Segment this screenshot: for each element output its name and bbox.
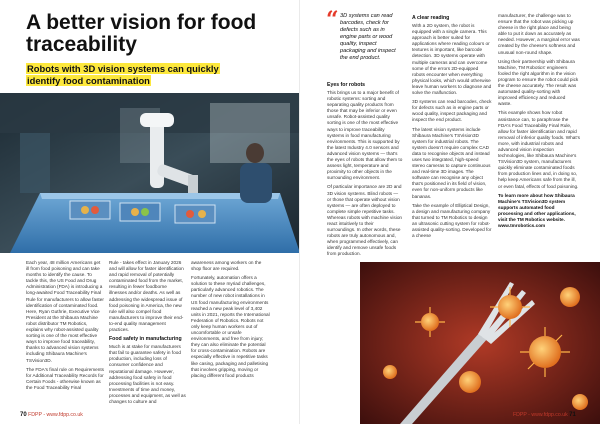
- right-column-1: [327, 80, 403, 261]
- paragraph: awareness among workers on the shop floor are required.: [191, 260, 262, 272]
- paragraph: With a 2D system, the robot is equipped with a single camera. This approach is better suited for applications where reading colours or textures is important, like barcode detection. 3D systems operate with multiple cameras and can overcome some of the errors 2D-equipped robots encounter when everything physical looks, which would otherwise leave human workers to diagnose and solve the malfunction.: [412, 23, 492, 96]
- paragraph: Each year, 48 million Americans get ill from food poisoning and can take months to identify the cause. To tackle this, the US Food and Drug Administration (FDA) is introducing a long-awaited Food Traceability Final Rule for manufacturers to allow faster identification of contaminated food. Here, Ryan Guthrie, Executive Vice President at the Shibaura Machine robot distributor TM Robotics, explains why robot-assisted quality sorting is one of the most effective ways to improve food traceability, thanks to advanced vision systems including Shibaura Machine's TSVision3D.: [26, 260, 104, 363]
- paragraph: Take the example of Elliptical Design, a design and manufacturing company that turned to TM Robotics to design an ultrasonic cutting system for robot-assisted quality-sorting. Developed for a cheese: [412, 202, 492, 239]
- paragraph: Much is at stake for manufacturers that fail to guarantee safety in food production, including loss of consumer confidence and reputational damage. However, addressing food safety in food processing facilities is not easy. Investments of time and money, processes and equipment, as well as changes to culture and: [109, 344, 186, 404]
- section-heading: Food safety in manufacturing: [109, 336, 182, 343]
- left-column-1: [26, 260, 104, 394]
- paragraph: This example shows how robot assistance can, to paraphrase the FDA's Food Traceability Final Rule, allow for faster identification and rapid removal of inferior quality foods. What's more, with industrial robots and advanced vision inspection technologies, like Shibaura Machine's TSVision3D system, manufacturers quickly eliminate contaminated foods from production lines and, in doing so, help keep Americans safe from the ill, or even fatal, effects of food poisoning.: [498, 110, 580, 189]
- bacteria-fork-photo: [360, 262, 600, 424]
- bacteria-illustration: [360, 262, 600, 424]
- quote-mark-icon: “: [326, 7, 339, 33]
- left-column-3: [191, 260, 271, 382]
- paragraph: The FDA's final rule on Requirements for Additional Traceability Records for Certain Foods - otherwise known as the Food Traceability Final: [26, 366, 105, 390]
- left-column-2: [109, 260, 186, 408]
- page-number: 71: [569, 412, 576, 418]
- paragraph: The latest vision systems include Shibaura Machine's TSVision3D system for industrial robots. The system doesn't require complex CAD data to recognise objects and instead uses two integrated, high-speed stereo cameras to capture continuous and real-time 3D images. The software can recognise any object that's positioned in its field of vision, even for non-uniform products like bananas.: [412, 126, 491, 199]
- paragraph: Using their partnership with Shibaura Machine, TM Robotics' engineers fooled the right algorithm in the vision program to ensure the robot could pick the cheese accurately. The result was automated quality-sorting with improved efficiency and reduced waste.: [498, 58, 579, 107]
- paragraph: Fortunately, automation offers a solution to these myriad challenges, particularly advanced robotics. The number of new robot installations in US food manufacturing environments reached a new peak level of 3,402 units in 2021, reports the International Federation of Robotics. Robots not only keep human workers out of uncomfortable or unsafe environments, and free from injury; they can also eliminate the potential for cross-contamination. Robots are especially effective in repetitive tasks like casing, packaging and palletising that involves gripping, moving or placing different food products: [191, 275, 270, 378]
- robot-vision-photo: [0, 93, 300, 253]
- subtitle-text: Robots with 3D vision systems can quickly identify food contamination: [27, 63, 219, 86]
- article-title: A better vision for food traceability: [26, 11, 257, 56]
- call-to-action: To learn more about how Shibaura Machine's TSVision3D system supports automated food processing and other applications, visit the TM Robotics website. www.tmrobotics.com: [498, 192, 576, 229]
- article-subtitle: [26, 63, 236, 86]
- paragraph: manufacturer, the challenge was to ensure that the robot was picking up cheese in the right place and being able to put it down as accurately as needed. However, a marginal error was created by the cheese's softness and unusual non-round shape.: [498, 13, 580, 55]
- footer-site: FDPP - www.fdpp.co.uk: [28, 412, 83, 418]
- paragraph: Rule - takes effect in January 2026 and will allow for faster identification and rapid removal of potentially contaminated food from the market, resulting in fewer foodborne illnesses and/or deaths. As well as addressing the widespread issue of food poisoning in America, the new rule will also compel food manufacturers to improve their end-to-end quality management practices.: [109, 260, 184, 333]
- right-column-3: [498, 13, 580, 232]
- robot-photo-illustration: [0, 93, 300, 253]
- footer-site: FDPP - www.fdpp.co.uk: [513, 412, 568, 418]
- pull-quote: 3D systems can read barcodes, check for defects such as in engine parts or wood quality, inspect packaging and inspect the end product.: [340, 13, 396, 61]
- left-footer: [20, 412, 83, 418]
- section-heading: Eyes for robots: [327, 82, 366, 88]
- right-column-2: [412, 13, 492, 242]
- paragraph: 3D systems can read barcodes, check for defects such as in engine parts or wood quality, inspect packaging and inspect the end product.: [412, 99, 492, 123]
- page-number: 70: [20, 412, 27, 418]
- right-footer: [513, 412, 576, 418]
- section-heading: A clear reading: [412, 15, 450, 21]
- paragraph: This brings us to a major benefit of robotic systems: sorting and separating quality products from those that may be inferior or even unsafe. Robot-assisted quality sorting is one of the most effective ways to improve traceability systems in food manufacturing environments. This is supported by the latest Industry 4.0 sensors and advanced vision systems — that's the eyes of robots that allow them to assess light, temperature and proximity to other objects in the surrounding environment.: [327, 90, 403, 181]
- paragraph: Of particular importance are 2D and 3D vision systems. Blind robots — or those that operate without vision systems — are often deployed to complete simple repetitive tasks. Whereas robots with machine vision react intuitively to their surroundings. In other words, these robots are truly autonomous and, when programmed effectively, can identify and remove unsafe foods from production.: [327, 184, 403, 257]
